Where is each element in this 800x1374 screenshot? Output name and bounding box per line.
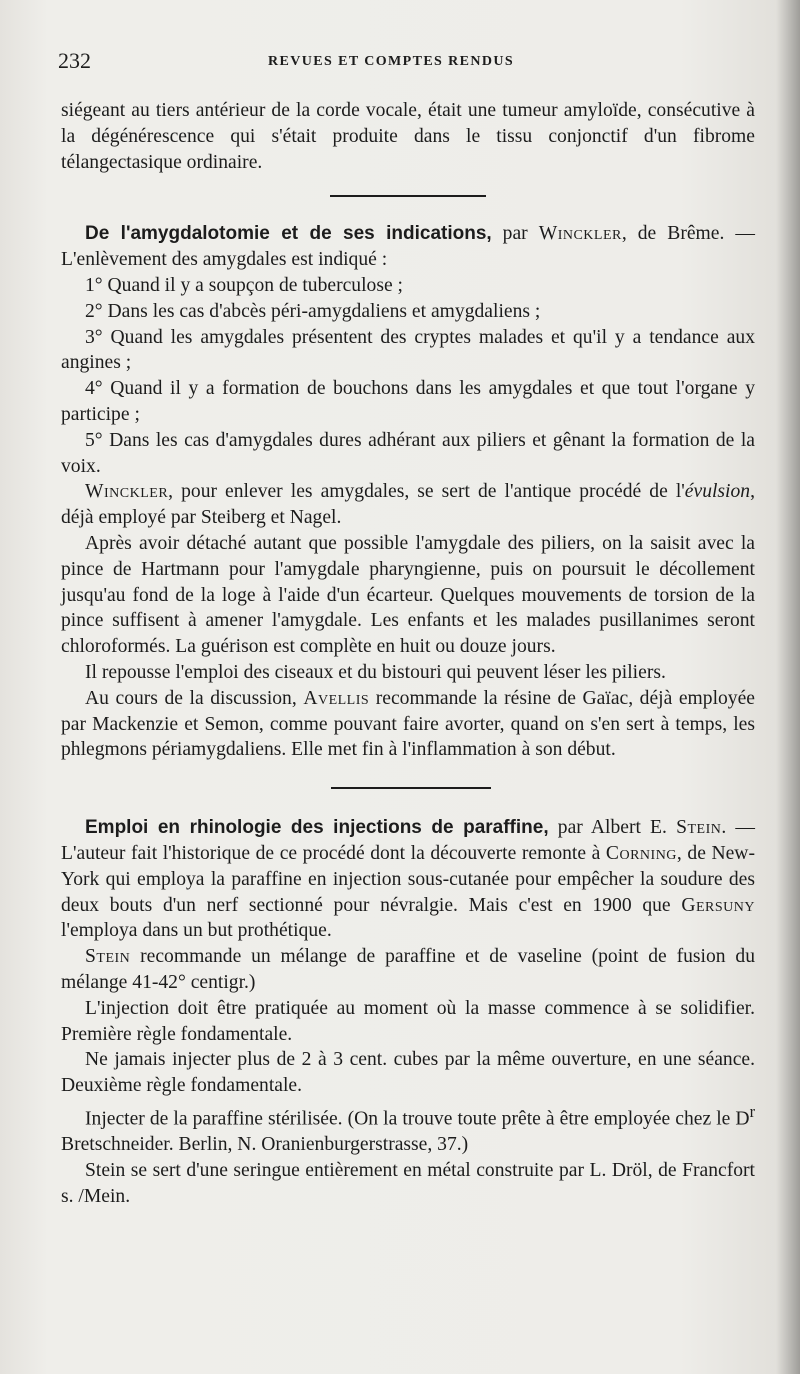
discussion-text-a: Au cours de la discussion,: [85, 687, 304, 709]
page-body: [61, 98, 755, 1210]
discussion-text-b: recommande la résine de Gaïac, déjà employée par Mackenzie et Semon, comme pouvant faire avorter, quand on s'en sert à temps, les phlegmons périamygdaliens. Elle met fin à l'inflammation à son début.: [61, 687, 755, 761]
corning-name: Corning: [605, 842, 677, 864]
section-divider: [330, 195, 486, 197]
section2-byline-pre: par Albert E.: [548, 817, 677, 839]
section2-text-c: l'employa dans un but prothétique.: [61, 920, 332, 942]
mixture-text: recommande un mélange de paraffine et de vaseline (point de fusion du mélange 41-42° centigr.): [61, 946, 755, 993]
method-text-b: , déjà employé par Steiberg et Nagel.: [61, 481, 755, 529]
running-head: REVUES ET COMPTES RENDUS: [268, 54, 515, 69]
section1-byline-pre: par: [491, 223, 539, 245]
section1-heading-paragraph: [61, 221, 755, 273]
section2-text-b: , de New-York qui employa la paraffine en injection sous-cutanée pour empêcher la soudure des deux bouts d'un nerf sectionné pour névralgie. Mais c'est en 1900 que: [61, 842, 755, 916]
syringe-paragraph: Stein se sert d'une seringue entièrement en métal construite par L. Dröl, de Francfort s. /Mein.: [61, 1160, 755, 1207]
page-header: [58, 48, 748, 78]
section-amygdalotomie: [61, 221, 755, 763]
section2-title: Emploi en rhinologie des injections de paraffine,: [85, 817, 549, 839]
indication-item: 5° Dans les cas d'amygdales dures adhérant aux piliers et gênant la formation de la voix.: [61, 429, 755, 477]
indication-item: 4° Quand il y a formation de bouchons dans les amygdales et que tout l'organe y participe ;: [61, 378, 755, 425]
method-author: Winckler: [85, 481, 169, 503]
indication-item: 2° Dans les cas d'abcès péri-amygdaliens et amygdaliens ;: [85, 300, 541, 322]
indication-item: 3° Quand les amygdales présentent des cryptes malades et qu'il y a tendance aux angines ;: [61, 326, 755, 374]
section1-author: Winckler: [538, 223, 622, 245]
method-text-a: , pour enlever les amygdales, se sert de l'antique procédé de l': [168, 481, 685, 503]
section1-byline-post: , de Brême.: [621, 223, 725, 245]
scissors-paragraph: Il repousse l'emploi des ciseaux et du bistouri qui peuvent léser les piliers.: [85, 661, 666, 683]
indication-item: 1° Quand il y a soupçon de tuberculose ;: [85, 274, 403, 296]
method-italic: évulsion: [684, 481, 751, 503]
rule1-paragraph: L'injection doit être pratiquée au moment où la masse commence à se solidifier. Première règle fondamentale.: [61, 997, 755, 1045]
method-paragraph: [61, 479, 755, 531]
intro-paragraph: siégeant au tiers antérieur de la corde vocale, était une tumeur amyloïde, consécutive à la dégénérescence qui s'était produite dans le tissu conjonctif d'un fibrome télangectasique ordinaire.: [61, 100, 755, 173]
doctor-superscript: r: [749, 1101, 755, 1121]
page-number: 232: [58, 48, 91, 73]
sterile-paragraph: [61, 1099, 755, 1158]
gersuny-name: Gersuny: [681, 894, 755, 916]
section-divider: [331, 787, 491, 789]
section2-text-a: . — L'auteur fait l'historique de ce procédé dont la découverte remonte à: [61, 817, 755, 864]
mixture-paragraph: [61, 944, 755, 996]
mixture-author: Stein: [85, 946, 131, 968]
section-paraffine: [61, 815, 755, 1209]
procedure-paragraph: Après avoir détaché autant que possible l'amygdale des piliers, on la saisit avec la pince de Hartmann pour l'amygdale pharyngienne, puis on poursuit le décollement jusqu'au fond de la loge à l'aide d'un écarteur. Quelques mouvements de torsion de la pince suffisent à amener l'amygdale. Les enfants et les malades pusillanimes seront chloroformés. La guérison est complète en huit ou douze jours.: [61, 532, 755, 658]
section1-title: De l'amygdalotomie et de ses indications,: [85, 223, 492, 245]
section2-author: Stein: [676, 817, 722, 839]
section2-heading-paragraph: [61, 815, 755, 944]
section1-lead: — L'enlèvement des amygdales est indiqué :: [61, 223, 755, 271]
rule2-paragraph: Ne jamais injecter plus de 2 à 3 cent. cubes par la même ouverture, en une séance. Deuxième règle fondamentale.: [61, 1049, 755, 1097]
discussion-author: Avellis: [303, 687, 370, 709]
discussion-paragraph: [61, 686, 755, 763]
sterile-text-b: Bretschneider. Berlin, N. Oranienburgerstrasse, 37.): [61, 1134, 469, 1156]
sterile-text-a: Injecter de la paraffine stérilisée. (On la trouve toute prête à être employée chez le D: [85, 1108, 750, 1130]
